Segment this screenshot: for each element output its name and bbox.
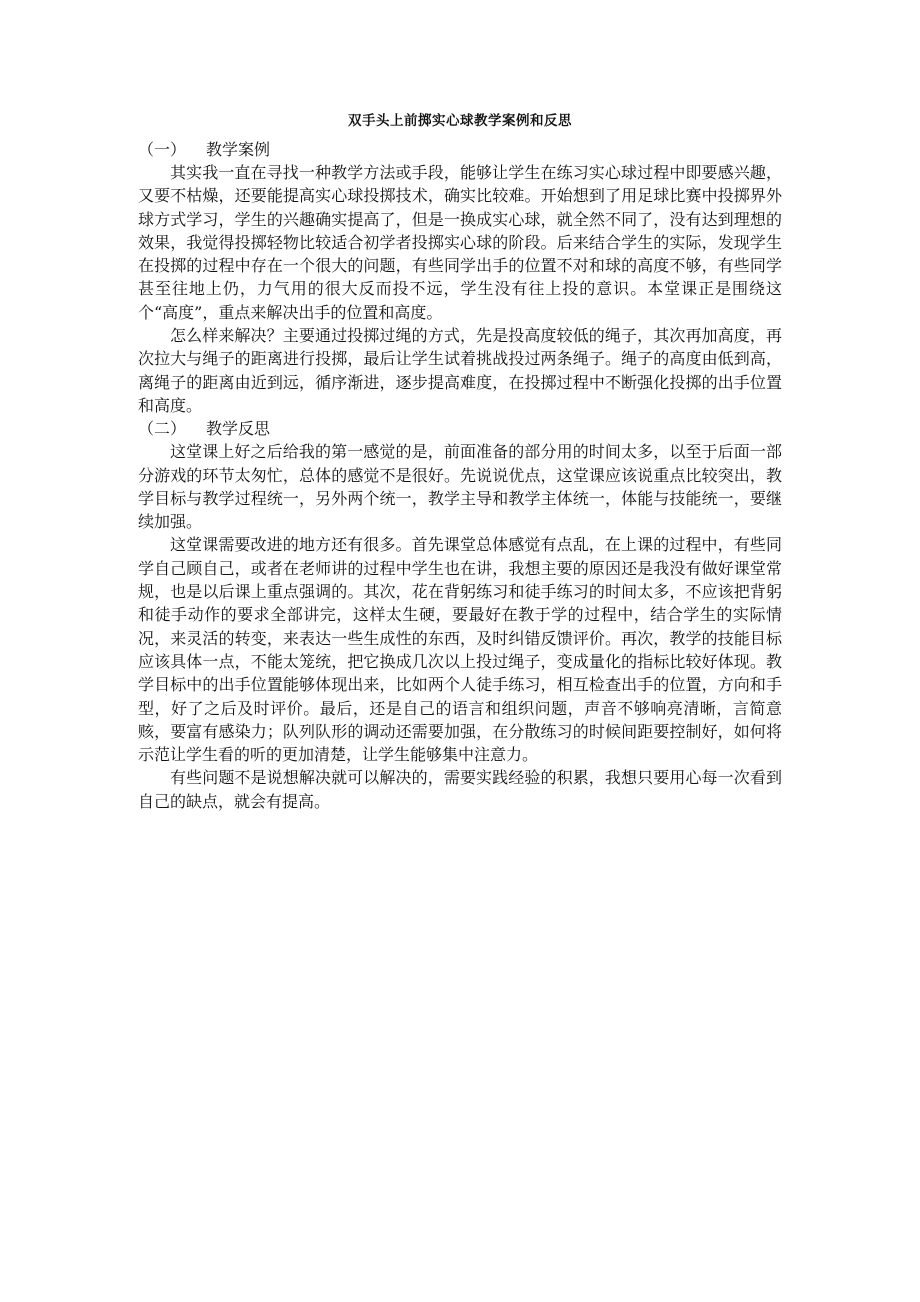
section-heading: [138, 138, 782, 161]
paragraph: 怎么样来解决？主要通过投掷过绳的方式，先是投高度较低的绳子，其次再加高度，再次拉大与绳子的距离进行投掷，最后让学生试着挑战投过两条绳子。绳子的高度由低到高，离绳子的距离由近到远，循序渐进，逐步提高难度，在投掷过程中不断强化投掷的出手位置和高度。: [138, 326, 782, 415]
section-teaching-case: [138, 138, 782, 417]
section-heading: [138, 417, 782, 440]
paragraph: 有些问题不是说想解决就可以解决的，需要实践经验的积累，我想只要用心每一次看到自己的缺点，就会有提高。: [138, 768, 782, 811]
section-title: 教学案例: [206, 140, 271, 159]
document-title: 双手头上前掷实心球教学案例和反思: [348, 113, 572, 129]
section-number: （一）: [138, 140, 187, 159]
document-body: [138, 112, 782, 813]
paragraph: 其实我一直在寻找一种教学方法或手段，能够让学生在练习实心球过程中即要感兴趣，又要不枯燥，还要能提高实心球投掷技术，确实比较难。开始想到了用足球比赛中投掷界外球方式学习，学生的兴趣确实提高了，但是一换成实心球，就全然不同了，没有达到理想的效果，我觉得投掷轻物比较适合初学者投掷实心球的阶段。后来结合学生的实际，发现学生在投掷的过程中存在一个很大的问题，有些同学出手的位置不对和球的高度不够，有些同学甚至往地上仍，力气用的很大反而投不远，学生没有往上投的意识。本堂课正是围绕这个“高度”，重点来解决出手的位置和高度。: [138, 163, 782, 322]
section-teaching-reflection: [138, 417, 782, 813]
paragraph: 这堂课上好之后给我的第一感觉的是，前面准备的部分用的时间太多，以至于后面一部分游戏的环节太匆忙，总体的感觉不是很好。先说说优点，这堂课应该说重点比较突出，教学目标与教学过程统一，另外两个统一，教学主导和教学主体统一，体能与技能统一，要继续加强。: [138, 442, 782, 532]
section-title: 教学反思: [206, 419, 271, 439]
section-number: （二）: [138, 419, 187, 439]
paragraph: 这堂课需要改进的地方还有很多。首先课堂总体感觉有点乱，在上课的过程中，有些同学自己顾自己，或者在老师讲的过程中学生也在讲，我想主要的原因还是我没有做好课堂常规，也是以后课上重点强调的。其次，花在背躬练习和徒手练习的时间太多，不应该把背躬和徒手动作的要求全部讲完，这样太生硬，要最好在教于学的过程中，结合学生的实际情况，来灵活的转变，来表达一些生成性的东西，及时纠错反馈评价。再次，教学的技能目标应该具体一点，不能太笼统，把它换成几次以上投过绳子，变成量化的指标比较好体现。教学目标中的出手位置能够体现出来，比如两个人徒手练习，相互检查出手的位置，方向和手型，好了之后及时评价。最后，还是自己的语言和组织问题，声音不够响亮清晰，言简意赅，要富有感染力；队列队形的调动还需要加强，在分散练习的时候间距要控制好，如何将示范让学生看的听的更加清楚，让学生能够集中注意力。: [138, 535, 782, 765]
